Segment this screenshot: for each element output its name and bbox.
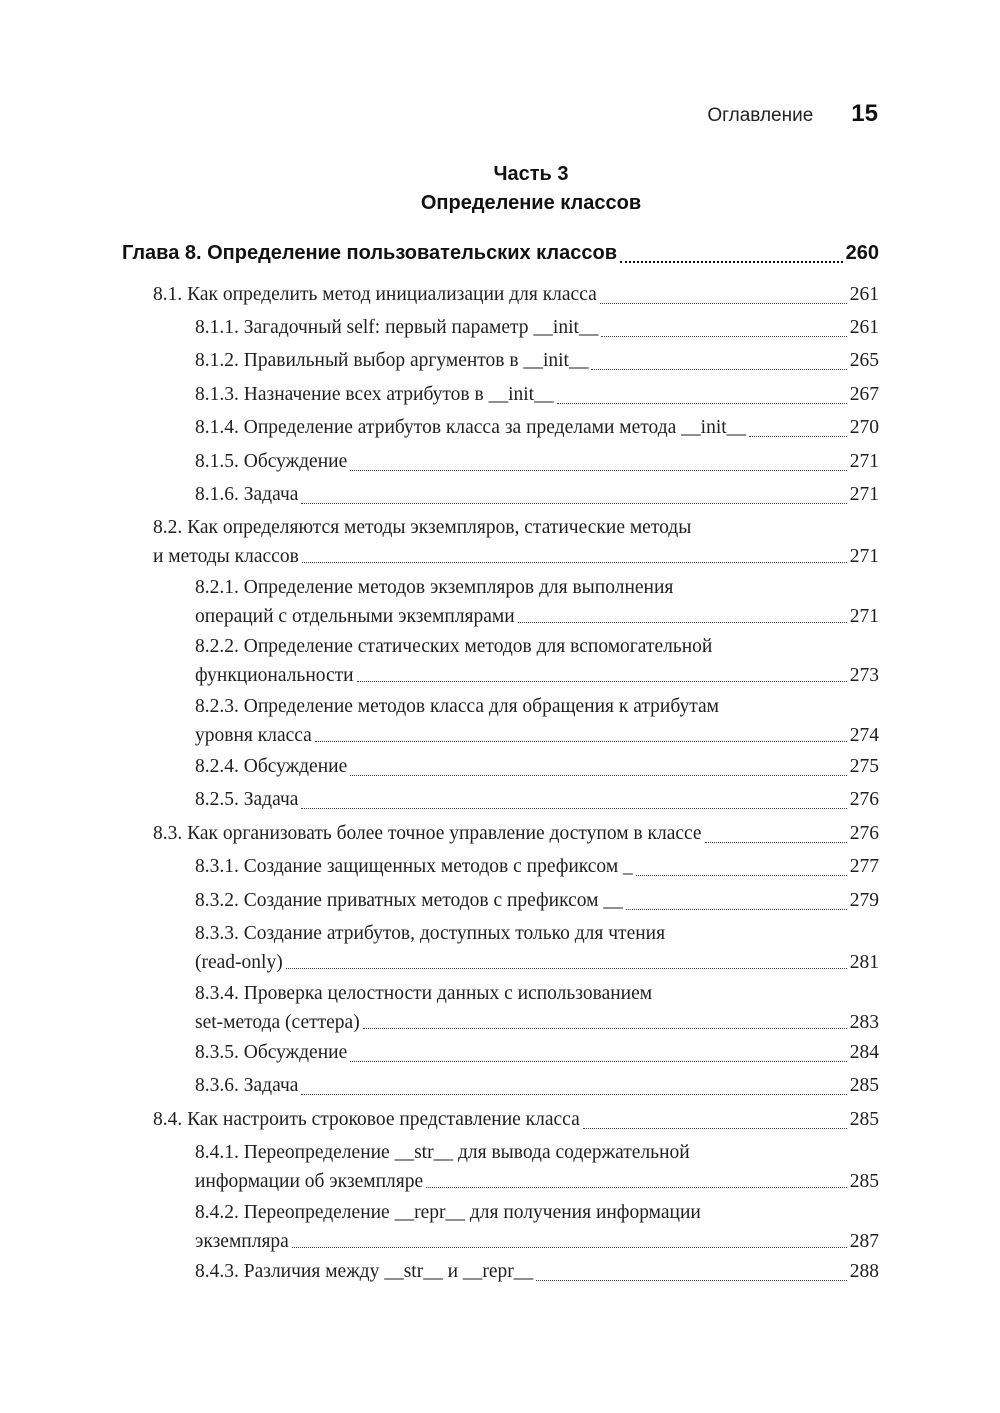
toc-entry-page: 285 — [849, 1075, 879, 1096]
dot-leader — [357, 681, 847, 682]
toc-entry-page: 273 — [849, 665, 879, 686]
toc-entry-page: 274 — [849, 725, 879, 746]
part-title: Определение классов — [420, 192, 642, 214]
dot-leader — [350, 775, 847, 776]
dot-leader — [302, 562, 847, 563]
toc-entry-text: 8.3.3. Создание атрибутов, доступных только для чтения — [195, 923, 666, 944]
toc-entry-page: 271 — [849, 606, 879, 627]
toc-entry-text-cont: функциональности — [195, 665, 354, 686]
toc-entry-text: 8.1.2. Правильный выбор аргументов в __init__ — [195, 350, 589, 371]
toc-entry-8-1-6[interactable] — [195, 480, 879, 509]
toc-entry-text: 8.1.1. Загадочный self: первый параметр __init__ — [195, 317, 599, 338]
toc-entry-text: 8.2. Как определяются методы экземпляров, статические методы — [153, 517, 692, 538]
toc-entry-page: 276 — [849, 823, 879, 844]
toc-entry-page: 267 — [849, 384, 879, 405]
toc-entry-page: 265 — [849, 350, 879, 371]
toc-entry-page: 261 — [849, 317, 879, 338]
toc-entry-text-cont: set-метода (сеттера) — [195, 1012, 360, 1033]
dot-leader — [557, 403, 847, 404]
toc-entry-8-2-1[interactable] — [195, 573, 879, 631]
toc-entry-text: 8.4.1. Переопределение __str__ для вывода содержательной — [195, 1142, 690, 1163]
toc-entry-page: 271 — [849, 546, 879, 567]
dot-leader — [363, 1028, 847, 1029]
toc-chapter-page: 260 — [845, 242, 879, 264]
toc-entry-page: 279 — [849, 890, 879, 911]
toc-entry-text: 8.3.1. Создание защищенных методов с префиксом _ — [195, 856, 633, 877]
dot-leader — [518, 622, 847, 623]
dot-leader — [292, 1247, 847, 1248]
dot-leader — [350, 1061, 847, 1062]
toc-entry-8-1-5[interactable] — [195, 447, 879, 476]
toc-entry-page: 285 — [849, 1109, 879, 1130]
toc-chapter-title: Глава 8. Определение пользовательских классов — [122, 242, 618, 264]
toc-entry-text-cont: экземпляра — [195, 1231, 289, 1252]
toc-entry-8-1[interactable] — [153, 280, 879, 309]
toc-entry-8-3[interactable] — [153, 819, 879, 848]
toc-entry-page: 271 — [849, 451, 879, 472]
toc-entry-text: 8.1.5. Обсуждение — [195, 451, 348, 472]
toc-entry-text: 8.2.2. Определение статических методов для вспомогательной — [195, 636, 713, 657]
toc-entry-8-2-4[interactable] — [195, 752, 879, 781]
dot-leader — [350, 470, 847, 471]
toc-entry-8-2-3[interactable] — [195, 692, 879, 750]
dot-leader — [315, 741, 847, 742]
toc-entry-8-2[interactable] — [153, 513, 879, 571]
toc-entry-8-1-3[interactable] — [195, 380, 879, 409]
toc-entry-8-3-5[interactable] — [195, 1038, 879, 1067]
toc-entry-page: 276 — [849, 789, 879, 810]
toc-entry-text: 8.4.2. Переопределение __repr__ для получения информации — [195, 1202, 701, 1223]
dot-leader — [583, 1128, 847, 1129]
running-head-title: Оглавление — [707, 105, 814, 126]
toc-entry-text: 8.4.3. Различия между __str__ и __repr__ — [195, 1261, 534, 1282]
dot-leader — [301, 808, 846, 809]
toc-entry-8-3-3[interactable] — [195, 919, 879, 977]
toc-entry-page: 275 — [849, 756, 879, 777]
toc-entry-text-cont: (read-only) — [195, 952, 283, 973]
dot-leader — [620, 261, 843, 263]
dot-leader — [601, 336, 846, 337]
toc-entry-page: 285 — [849, 1171, 879, 1192]
dot-leader — [301, 503, 846, 504]
page-number: 15 — [851, 100, 878, 127]
toc-entry-8-4-1[interactable] — [195, 1138, 879, 1196]
toc-entry-text: 8.3.6. Задача — [195, 1075, 299, 1096]
toc-entry-text: 8.2.1. Определение методов экземпляров для выполнения — [195, 577, 674, 598]
toc-entry-text: 8.2.5. Задача — [195, 789, 299, 810]
toc-entry-8-2-2[interactable] — [195, 632, 879, 690]
toc-entry-page: 287 — [849, 1231, 879, 1252]
toc-entry-text: 8.1.6. Задача — [195, 484, 299, 505]
toc-entry-text: 8.1.4. Определение атрибутов класса за пределами метода __init__ — [195, 417, 747, 438]
toc-entry-text: 8.3.5. Обсуждение — [195, 1042, 348, 1063]
toc-entry-text-cont: уровня класса — [195, 725, 312, 746]
dot-leader — [636, 875, 847, 876]
toc-entry-page: 281 — [849, 952, 879, 973]
toc-entry-page: 288 — [849, 1261, 879, 1282]
part-label: Часть 3 — [493, 163, 569, 185]
dot-leader — [536, 1280, 846, 1281]
toc-entry-page: 277 — [849, 856, 879, 877]
toc-entry-8-3-1[interactable] — [195, 852, 879, 881]
toc-entry-text: 8.4. Как настроить строковое представление класса — [153, 1109, 580, 1130]
toc-entry-page: 283 — [849, 1012, 879, 1033]
toc-chapter[interactable] — [122, 238, 879, 268]
toc-entry-text: 8.2.4. Обсуждение — [195, 756, 348, 777]
toc-entry-8-4[interactable] — [153, 1105, 879, 1134]
toc-entry-text-cont: и методы классов — [153, 546, 299, 567]
toc-entry-text: 8.1. Как определить метод инициализации для класса — [153, 284, 597, 305]
toc-entry-8-1-2[interactable] — [195, 346, 879, 375]
dot-leader — [286, 968, 847, 969]
toc-entry-text: 8.3.4. Проверка целостности данных с использованием — [195, 983, 653, 1004]
toc-entry-8-3-6[interactable] — [195, 1071, 879, 1100]
toc-entry-page: 270 — [849, 417, 879, 438]
toc-entry-text: 8.3. Как организовать более точное управление доступом в классе — [153, 823, 702, 844]
dot-leader — [705, 842, 847, 843]
toc-entry-page: 271 — [849, 484, 879, 505]
toc-entry-page: 284 — [849, 1042, 879, 1063]
dot-leader — [301, 1094, 846, 1095]
dot-leader — [591, 369, 846, 370]
dot-leader — [600, 303, 847, 304]
toc-entry-8-3-2[interactable] — [195, 886, 879, 915]
toc-entry-text-cont: операций с отдельными экземплярами — [195, 606, 515, 627]
toc-entry-8-2-5[interactable] — [195, 785, 879, 814]
toc-entry-text: 8.1.3. Назначение всех атрибутов в __init__ — [195, 384, 554, 405]
toc-entry-page: 261 — [849, 284, 879, 305]
toc-entry-8-1-4[interactable] — [195, 413, 879, 442]
dot-leader — [749, 436, 847, 437]
toc-entry-8-4-3[interactable] — [195, 1257, 879, 1286]
toc-entry-8-1-1[interactable] — [195, 313, 879, 342]
dot-leader — [626, 909, 847, 910]
toc-entry-text-cont: информации об экземпляре — [195, 1171, 424, 1192]
toc-entry-8-3-4[interactable] — [195, 979, 879, 1037]
dot-leader — [426, 1187, 847, 1188]
toc-entry-text: 8.3.2. Создание приватных методов с префиксом __ — [195, 890, 623, 911]
toc-entry-text: 8.2.3. Определение методов класса для обращения к атрибутам — [195, 696, 720, 717]
toc-entry-8-4-2[interactable] — [195, 1198, 879, 1256]
